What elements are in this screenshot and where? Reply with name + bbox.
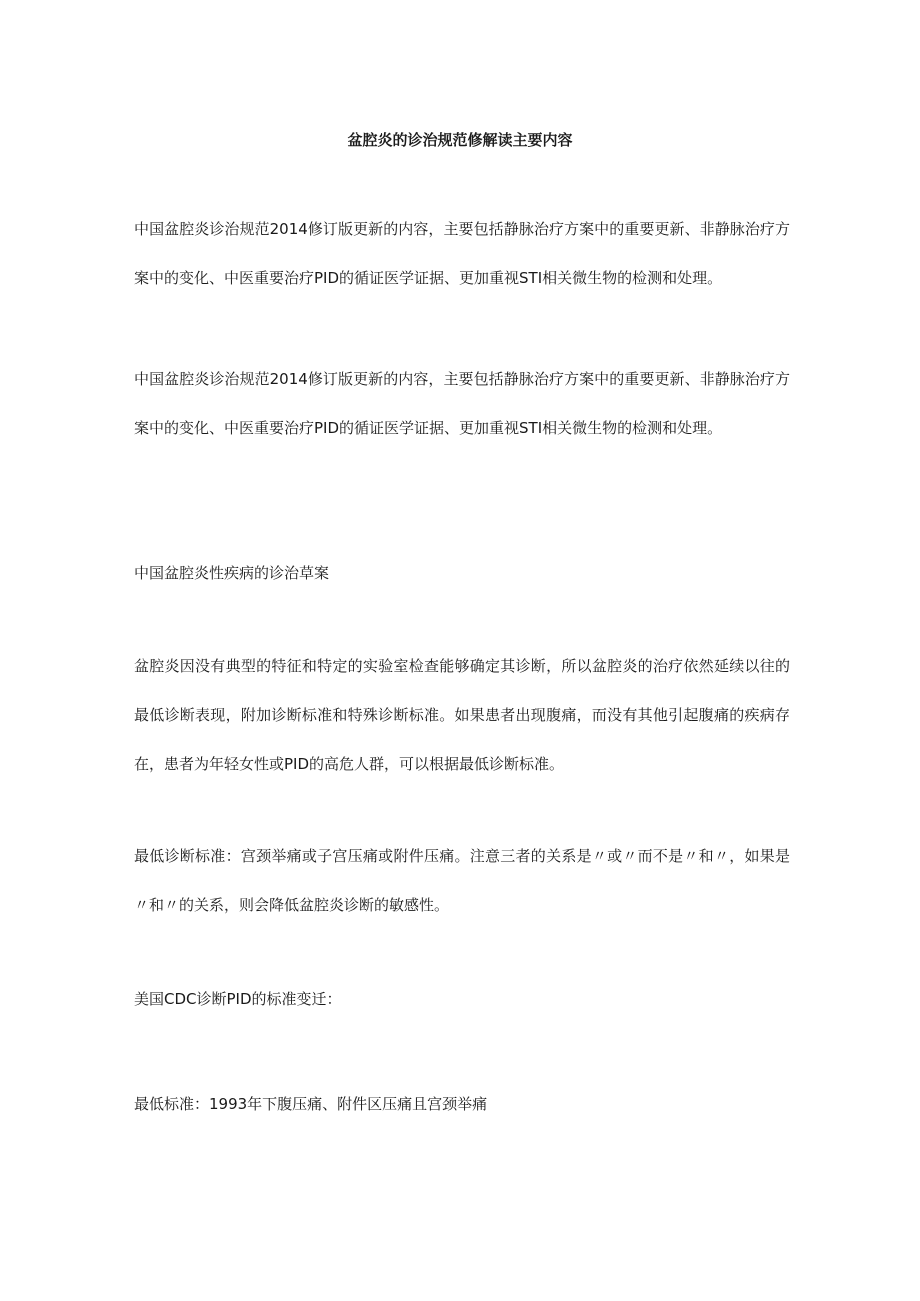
document-title: 盆腔炎的诊治规范修解读主要内容: [347, 131, 573, 149]
paragraph-cdc-criteria-heading: 美国CDC诊断PID的标准变迁：: [134, 990, 342, 1008]
paragraph-revision-summary: 中国盆腔炎诊治规范2014修订版更新的内容，主要包括静脉治疗方案中的重要更新、非静脉治疗方案中的变化、中医重要治疗PID的循证医学证据、更加重视STI相关微生物的检测和处理。: [134, 220, 790, 287]
paragraph-revision-summary-repeat: 中国盆腔炎诊治规范2014修订版更新的内容，主要包括静脉治疗方案中的重要更新、非静脉治疗方案中的变化、中医重要治疗PID的循证医学证据、更加重视STI相关微生物的检测和处理。: [134, 370, 790, 437]
paragraph-minimum-standard-1993: 最低标准：1993年下腹压痛、附件区压痛且宫颈举痛: [134, 1095, 488, 1113]
section-heading-draft: 中国盆腔炎性疾病的诊治草案: [134, 564, 330, 582]
paragraph-minimum-criteria: 最低诊断标准：宫颈举痛或子宫压痛或附件压痛。注意三者的关系是〃或〃而不是〃和〃，如果是〃和〃的关系，则会降低盆腔炎诊断的敏感性。: [134, 847, 790, 914]
paragraph-diagnosis-approach: 盆腔炎因没有典型的特征和特定的实验室检查能够确定其诊断，所以盆腔炎的治疗依然延续以往的最低诊断表现，附加诊断标准和特殊诊断标准。如果患者出现腹痛，而没有其他引起腹痛的疾病存在，患者为年轻女性或PID的高危人群，可以根据最低诊断标准。: [134, 657, 790, 773]
